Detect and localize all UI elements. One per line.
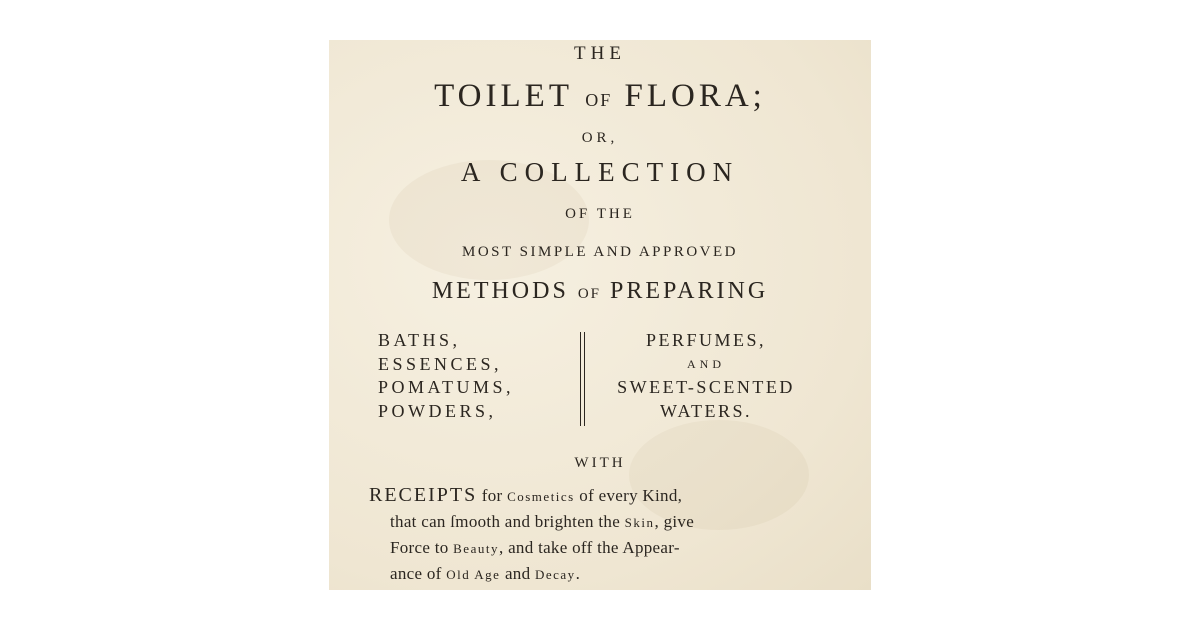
heading-the: THE — [574, 43, 626, 64]
text-run: for — [477, 486, 508, 505]
list-item: SWEET-SCENTED — [617, 377, 795, 397]
paragraph-line — [369, 535, 819, 561]
heading-methods — [329, 278, 871, 305]
paragraph-line — [369, 509, 819, 535]
left-item-list — [378, 329, 578, 423]
word-old-age: Old Age — [446, 567, 501, 582]
list-item-and: AND — [687, 356, 725, 371]
heading-most-simple: MOST SIMPLE AND APPROVED — [461, 244, 739, 260]
text-run: . — [575, 564, 581, 583]
text-run: Force to — [390, 538, 454, 557]
list-item: WATERS. — [659, 400, 752, 421]
methods-of: OF — [577, 286, 602, 302]
list-item: POWDERS, — [378, 400, 497, 421]
title-flora: FLORA; — [624, 78, 766, 114]
description-paragraph — [369, 483, 819, 587]
word-beauty: Beauty — [453, 541, 499, 556]
right-item-list — [591, 329, 821, 423]
methods-preparing: PREPARING — [610, 278, 769, 304]
text-run: ance of — [390, 564, 447, 583]
word-decay: Decay — [534, 567, 576, 582]
text-run: that can ſmooth and brighten the — [390, 512, 625, 531]
paragraph-line — [369, 561, 819, 587]
text-run: of every Kind, — [574, 486, 683, 505]
text-run: , and take off the Appear- — [498, 538, 680, 557]
book-title-page — [329, 40, 871, 590]
title-toilet: TOILET — [434, 78, 573, 114]
heading-or: OR, — [581, 130, 619, 146]
word-receipts: RECEIPTS — [369, 484, 478, 506]
text-run: and — [500, 564, 535, 583]
paragraph-line — [369, 483, 819, 509]
heading-with: WITH — [574, 455, 626, 471]
text-run: , give — [654, 512, 695, 531]
list-item: ESSENCES, — [378, 353, 503, 374]
double-rule-divider — [580, 332, 585, 426]
word-skin: Skin — [624, 515, 655, 530]
list-item: POMATUMS, — [378, 377, 515, 397]
heading-collection: A COLLECTION — [460, 157, 740, 187]
heading-of-the: OF THE — [565, 206, 635, 222]
title-of: OF — [585, 90, 613, 110]
word-cosmetics: Cosmetics — [507, 489, 575, 504]
list-item: PERFUMES, — [645, 330, 767, 350]
methods-word: METHODS — [431, 278, 569, 304]
book-title — [329, 78, 871, 115]
list-item: BATHS, — [378, 330, 461, 350]
